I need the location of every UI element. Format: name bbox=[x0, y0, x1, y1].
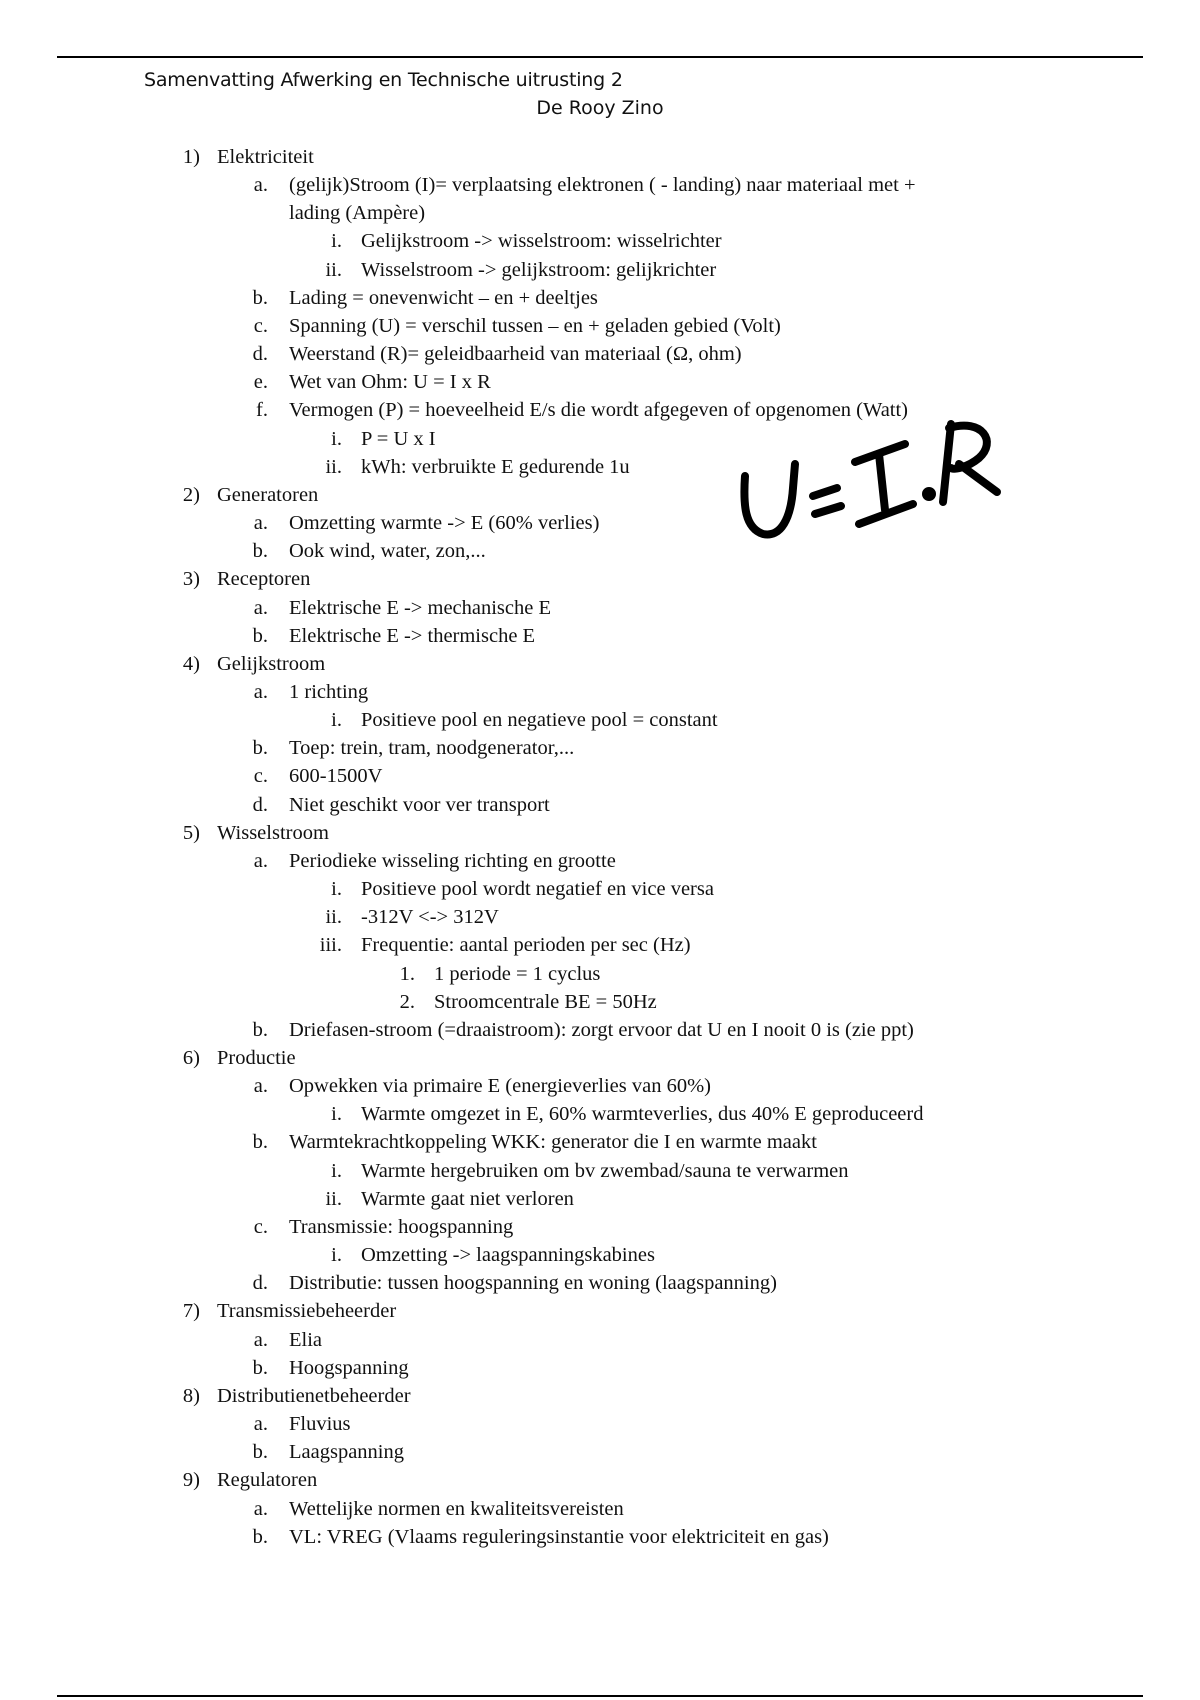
outline-item-level-2 bbox=[0, 1523, 1200, 1551]
outline-item-level-2 bbox=[0, 312, 1200, 340]
item-text: Frequentie: aantal perioden per sec (Hz) bbox=[361, 934, 691, 957]
item-text: Positieve pool wordt negatief en vice versa bbox=[361, 878, 714, 901]
item-marker: 6) bbox=[182, 1047, 200, 1069]
item-text: Stroomcentrale BE = 50Hz bbox=[434, 990, 657, 1013]
item-marker: iii. bbox=[319, 934, 342, 957]
item-text: Warmtekrachtkoppeling WKK: generator die I en warmte maakt bbox=[289, 1131, 817, 1154]
item-marker: b. bbox=[252, 737, 268, 760]
item-text: Transmissiebeheerder bbox=[217, 1300, 397, 1323]
item-marker: a. bbox=[253, 1075, 268, 1098]
outline-item-level-3 bbox=[0, 256, 1200, 284]
item-marker: i. bbox=[331, 709, 342, 732]
item-text: Generatoren bbox=[217, 483, 319, 506]
outline-item-level-3 bbox=[0, 1241, 1200, 1269]
item-marker: b. bbox=[252, 1131, 268, 1154]
item-marker: a. bbox=[253, 1497, 268, 1520]
outline-item-level-1 bbox=[0, 1297, 1200, 1325]
item-text: Fluvius bbox=[289, 1413, 351, 1436]
outline-item-level-2 bbox=[0, 1354, 1200, 1382]
outline-item-level-2 bbox=[0, 537, 1200, 565]
item-text: 1 richting bbox=[289, 680, 369, 703]
item-marker: d. bbox=[252, 343, 268, 366]
item-marker: ii. bbox=[325, 906, 342, 929]
outline-item-level-3 bbox=[0, 1157, 1200, 1185]
item-text: Periodieke wisseling richting en grootte bbox=[289, 849, 616, 872]
handwritten-formula bbox=[735, 418, 1015, 558]
outline-item-level-2 bbox=[0, 171, 1200, 199]
outline-item-level-2 bbox=[0, 622, 1200, 650]
item-text: Vermogen (P) = hoeveelheid E/s die wordt afgegeven of opgenomen (Watt) bbox=[289, 399, 909, 422]
outline-item-level-2 bbox=[0, 509, 1200, 537]
item-text: Toep: trein, tram, noodgenerator,... bbox=[289, 737, 575, 760]
item-marker: a. bbox=[253, 849, 268, 872]
item-text: Productie bbox=[217, 1047, 296, 1069]
item-marker: a. bbox=[253, 174, 268, 197]
outline-item-level-1 bbox=[0, 565, 1200, 593]
item-text: Transmissie: hoogspanning bbox=[289, 1215, 514, 1238]
outline-item-level-2 bbox=[0, 1495, 1200, 1523]
item-marker: c. bbox=[253, 765, 268, 788]
item-text: 1 periode = 1 cyclus bbox=[434, 962, 601, 985]
item-marker: ii. bbox=[325, 258, 342, 281]
outline-item-level-4 bbox=[0, 988, 1200, 1016]
item-text: Wettelijke normen en kwaliteitsvereisten bbox=[289, 1497, 624, 1520]
item-marker: c. bbox=[253, 1215, 268, 1238]
item-text: Niet geschikt voor ver transport bbox=[289, 793, 550, 816]
item-marker: c. bbox=[253, 314, 268, 337]
item-text: Regulatoren bbox=[217, 1469, 318, 1492]
item-text: Warmte omgezet in E, 60% warmteverlies, dus 40% E geproduceerd bbox=[361, 1103, 924, 1126]
item-text: -312V <-> 312V bbox=[361, 906, 499, 929]
item-marker: d. bbox=[252, 1272, 268, 1295]
item-text: VL: VREG (Vlaams reguleringsinstantie voor elektriciteit en gas) bbox=[289, 1525, 829, 1548]
outline-item-level-2 bbox=[0, 734, 1200, 762]
outline-item-level-2 bbox=[0, 791, 1200, 819]
outline-item-level-2 bbox=[0, 1072, 1200, 1100]
outline-item-level-3 bbox=[0, 903, 1200, 931]
item-text: Ook wind, water, zon,... bbox=[289, 540, 486, 563]
item-text: Elia bbox=[289, 1328, 323, 1351]
outline-item-level-2 bbox=[0, 847, 1200, 875]
item-text: Wet van Ohm: U = I x R bbox=[289, 371, 491, 394]
outline-item-level-1 bbox=[0, 819, 1200, 847]
item-marker: d. bbox=[252, 793, 268, 816]
item-text: Elektriciteit bbox=[217, 146, 314, 168]
item-marker: 2) bbox=[182, 483, 200, 506]
item-marker: 2. bbox=[399, 990, 415, 1013]
item-marker: e. bbox=[253, 371, 268, 394]
item-text: Wisselstroom bbox=[217, 821, 329, 844]
item-marker: b. bbox=[252, 1018, 268, 1041]
outline-item-level-2 bbox=[0, 368, 1200, 396]
outline-item-level-2 bbox=[0, 1410, 1200, 1438]
outline-item-level-1 bbox=[0, 143, 1200, 171]
item-marker: b. bbox=[252, 1356, 268, 1379]
outline-item-level-3 bbox=[0, 425, 1200, 453]
outline-item-level-2 bbox=[0, 1269, 1200, 1297]
outline-item-level-3 bbox=[0, 875, 1200, 903]
item-marker: 1. bbox=[399, 962, 415, 985]
item-marker: a. bbox=[253, 680, 268, 703]
item-marker: a. bbox=[253, 1328, 268, 1351]
outline-item-level-3 bbox=[0, 453, 1200, 481]
outline-list bbox=[0, 143, 1200, 1551]
bottom-rule bbox=[57, 1695, 1143, 1697]
item-marker: 8) bbox=[182, 1384, 200, 1407]
item-text: P = U x I bbox=[361, 427, 436, 450]
item-marker: i. bbox=[331, 230, 342, 253]
outline-item-level-4 bbox=[0, 960, 1200, 988]
outline-item-level-3 bbox=[0, 706, 1200, 734]
item-text: Gelijkstroom bbox=[217, 652, 326, 675]
item-marker: 7) bbox=[182, 1300, 200, 1323]
item-marker: i. bbox=[331, 878, 342, 901]
item-text: kWh: verbruikte E gedurende 1u bbox=[361, 455, 630, 478]
item-marker: a. bbox=[253, 512, 268, 535]
item-text: Lading = onevenwicht – en + deeltjes bbox=[289, 286, 598, 309]
item-marker: 1) bbox=[182, 146, 200, 168]
item-text: Elektrische E -> mechanische E bbox=[289, 596, 552, 619]
item-marker: 9) bbox=[182, 1469, 200, 1492]
item-marker: a. bbox=[253, 1413, 268, 1436]
item-text: Spanning (U) = verschil tussen – en + geladen gebied (Volt) bbox=[289, 314, 781, 337]
item-text: Positieve pool en negatieve pool = constant bbox=[361, 709, 718, 732]
item-marker: i. bbox=[331, 1103, 342, 1126]
item-text: (gelijk)Stroom (I)= verplaatsing elektronen ( - landing) naar materiaal met + bbox=[289, 174, 916, 197]
item-text: Wisselstroom -> gelijkstroom: gelijkrichter bbox=[361, 258, 717, 281]
item-text: lading (Ampère) bbox=[289, 202, 426, 225]
outline-item-level-3 bbox=[0, 1100, 1200, 1128]
item-text: Gelijkstroom -> wisselstroom: wisselrichter bbox=[361, 230, 722, 253]
item-text: Receptoren bbox=[217, 568, 311, 591]
outline-item-level-2 bbox=[0, 678, 1200, 706]
item-marker: b. bbox=[252, 1441, 268, 1464]
item-text: Weerstand (R)= geleidbaarheid van materiaal (Ω, ohm) bbox=[289, 343, 742, 366]
outline-item-level-2 bbox=[0, 762, 1200, 790]
document-author: De Rooy Zino bbox=[536, 97, 664, 119]
outline-item-level-2 bbox=[0, 1128, 1200, 1156]
outline-item-level-2 bbox=[0, 284, 1200, 312]
item-text: Omzetting -> laagspanningskabines bbox=[361, 1244, 655, 1267]
top-rule bbox=[57, 56, 1143, 58]
item-marker: b. bbox=[252, 1525, 268, 1548]
item-text: Laagspanning bbox=[289, 1441, 404, 1464]
item-marker: i. bbox=[331, 427, 342, 450]
outline-item-level-2 bbox=[0, 1213, 1200, 1241]
outline-item-level-2 bbox=[0, 1016, 1200, 1044]
item-marker: 3) bbox=[182, 568, 200, 591]
item-text: Warmte hergebruiken om bv zwembad/sauna te verwarmen bbox=[361, 1159, 849, 1182]
item-text: Distributie: tussen hoogspanning en woning (laagspanning) bbox=[289, 1272, 777, 1295]
item-marker: b. bbox=[252, 540, 268, 563]
outline-item-level-1 bbox=[0, 650, 1200, 678]
item-marker: b. bbox=[252, 286, 268, 309]
outline-item-level-1 bbox=[0, 1466, 1200, 1494]
outline-item-level-2 bbox=[0, 340, 1200, 368]
outline-item-level-2 bbox=[0, 594, 1200, 622]
item-text: Opwekken via primaire E (energieverlies van 60%) bbox=[289, 1075, 711, 1098]
item-text: Elektrische E -> thermische E bbox=[289, 624, 536, 647]
item-marker: i. bbox=[331, 1159, 342, 1182]
item-marker: i. bbox=[331, 1244, 342, 1267]
item-text: Hoogspanning bbox=[289, 1356, 409, 1379]
item-marker: ii. bbox=[325, 455, 342, 478]
outline-item-level-3 bbox=[0, 227, 1200, 255]
item-marker: a. bbox=[253, 596, 268, 619]
item-text: Warmte gaat niet verloren bbox=[361, 1187, 574, 1210]
outline-item-level-2 bbox=[0, 396, 1200, 424]
document-title: Samenvatting Afwerking en Technische uitrusting 2 bbox=[144, 69, 623, 91]
item-marker: ii. bbox=[325, 1187, 342, 1210]
item-text: Omzetting warmte -> E (60% verlies) bbox=[289, 512, 600, 535]
item-marker: f. bbox=[256, 399, 268, 422]
outline-item-level-3 bbox=[0, 1185, 1200, 1213]
outline-item-level-3 bbox=[0, 931, 1200, 959]
outline-item-level-1 bbox=[0, 1382, 1200, 1410]
outline-item-level-2 bbox=[0, 1438, 1200, 1466]
outline-item-level-2 bbox=[0, 1326, 1200, 1354]
item-text: 600-1500V bbox=[289, 765, 383, 788]
item-text: Driefasen-stroom (=draaistroom): zorgt ervoor dat U en I nooit 0 is (zie ppt) bbox=[289, 1018, 914, 1041]
item-marker: b. bbox=[252, 624, 268, 647]
outline-continuation bbox=[0, 199, 1200, 227]
item-marker: 5) bbox=[182, 821, 200, 844]
item-text: Distributienetbeheerder bbox=[217, 1384, 411, 1407]
outline-item-level-1 bbox=[0, 1044, 1200, 1072]
item-marker: 4) bbox=[182, 652, 200, 675]
outline-item-level-1 bbox=[0, 481, 1200, 509]
